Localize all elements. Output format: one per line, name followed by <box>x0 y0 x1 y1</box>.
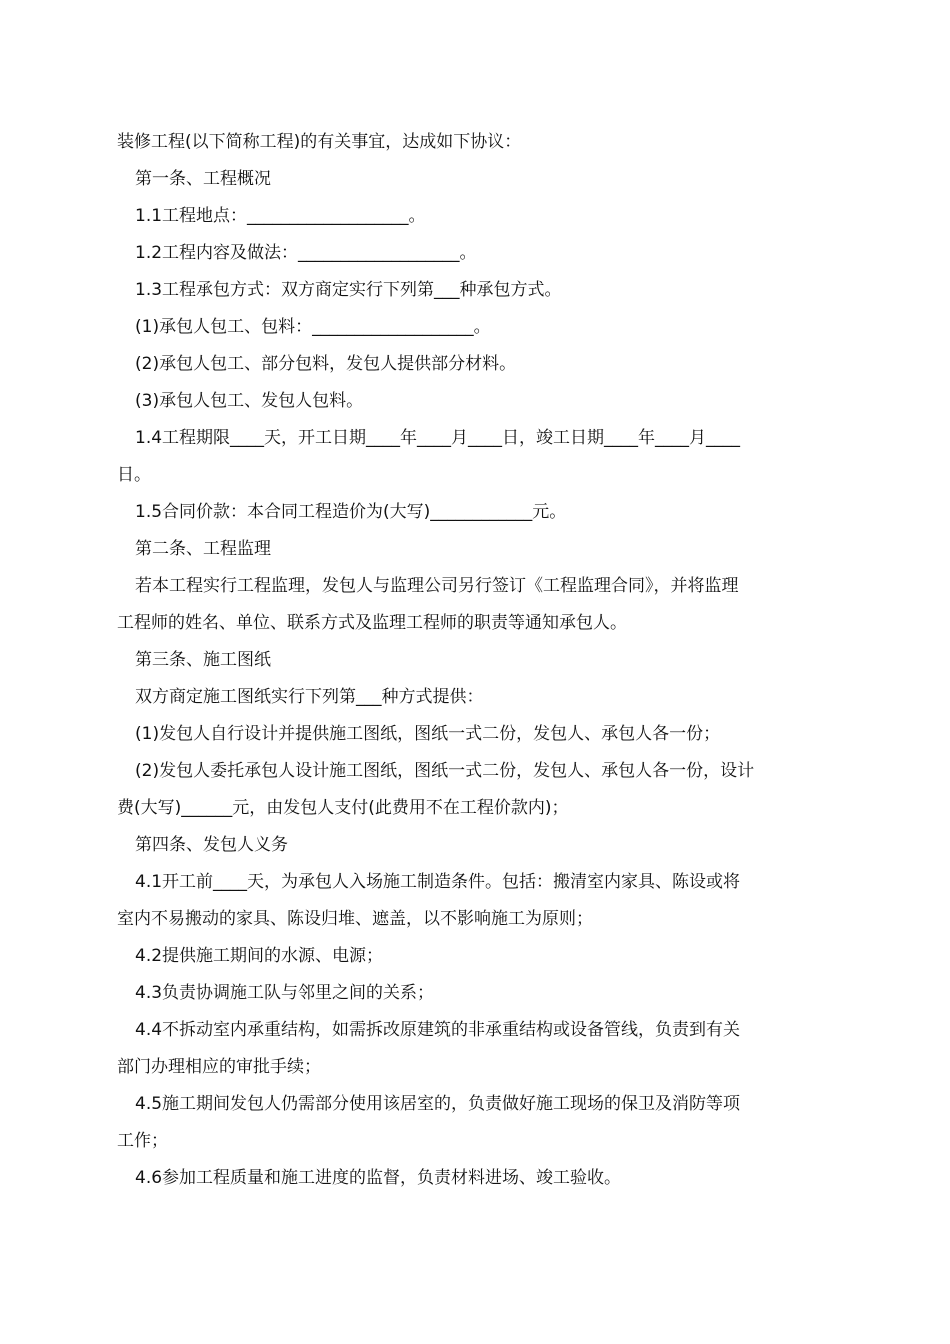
text-line: 装修工程(以下简称工程)的有关事宜，达成如下协议： <box>117 132 522 152</box>
text-line: 工程师的姓名、单位、联系方式及监理工程师的职责等通知承包人。 <box>117 613 627 633</box>
text-line: 1.5合同价款：本合同工程造价为(大写)____________元。 <box>135 502 567 522</box>
text-line: 1.1工程地点：___________________。 <box>135 206 426 226</box>
text-line: 4.4不拆动室内承重结构，如需拆改原建筑的非承重结构或设备管线，负责到有关 <box>135 1020 741 1040</box>
text-line: (2)发包人委托承包人设计施工图纸，图纸一式二份，发包人、承包人各一份，设计 <box>135 761 755 781</box>
text-line: 费(大写)______元，由发包人支付(此费用不在工程价款内)； <box>117 798 569 818</box>
text-line: 1.4工程期限____天，开工日期____年____月____日，竣工日期____年____月____ <box>135 428 741 448</box>
text-line: (1)发包人自行设计并提供施工图纸，图纸一式二份，发包人、承包人各一份； <box>135 724 721 744</box>
section-heading-3: 第三条、施工图纸 <box>135 650 271 670</box>
section-heading-4: 第四条、发包人义务 <box>135 835 288 855</box>
text-line: 4.5施工期间发包人仍需部分使用该居室的，负责做好施工现场的保卫及消防等项 <box>135 1094 741 1114</box>
text-line: 4.3负责协调施工队与邻里之间的关系； <box>135 983 435 1003</box>
text-line: 部门办理相应的审批手续； <box>117 1057 321 1077</box>
text-line: 双方商定施工图纸实行下列第___种方式提供： <box>135 687 484 707</box>
text-line: (1)承包人包工、包料：___________________。 <box>135 317 491 337</box>
section-heading-1: 第一条、工程概况 <box>135 169 271 189</box>
text-line: (3)承包人包工、发包人包料。 <box>135 391 364 411</box>
text-line: 1.3工程承包方式：双方商定实行下列第___种承包方式。 <box>135 280 562 300</box>
text-line: 4.6参加工程质量和施工进度的监督，负责材料进场、竣工验收。 <box>135 1168 622 1188</box>
text-line: 若本工程实行工程监理，发包人与监理公司另行签订《工程监理合同》，并将监理 <box>135 576 739 596</box>
text-line: 日。 <box>117 465 151 485</box>
text-line: 4.2提供施工期间的水源、电源； <box>135 946 384 966</box>
text-line: 1.2工程内容及做法：___________________。 <box>135 243 477 263</box>
text-line: 工作； <box>117 1131 168 1151</box>
text-line: 4.1开工前____天，为承包人入场施工制造条件。包括：搬清室内家具、陈设或将 <box>135 872 741 892</box>
text-line: (2)承包人包工、部分包料，发包人提供部分材料。 <box>135 354 517 374</box>
document-body <box>117 124 839 1197</box>
section-heading-2: 第二条、工程监理 <box>135 539 271 559</box>
text-line: 室内不易搬动的家具、陈设归堆、遮盖，以不影响施工为原则； <box>117 909 593 929</box>
